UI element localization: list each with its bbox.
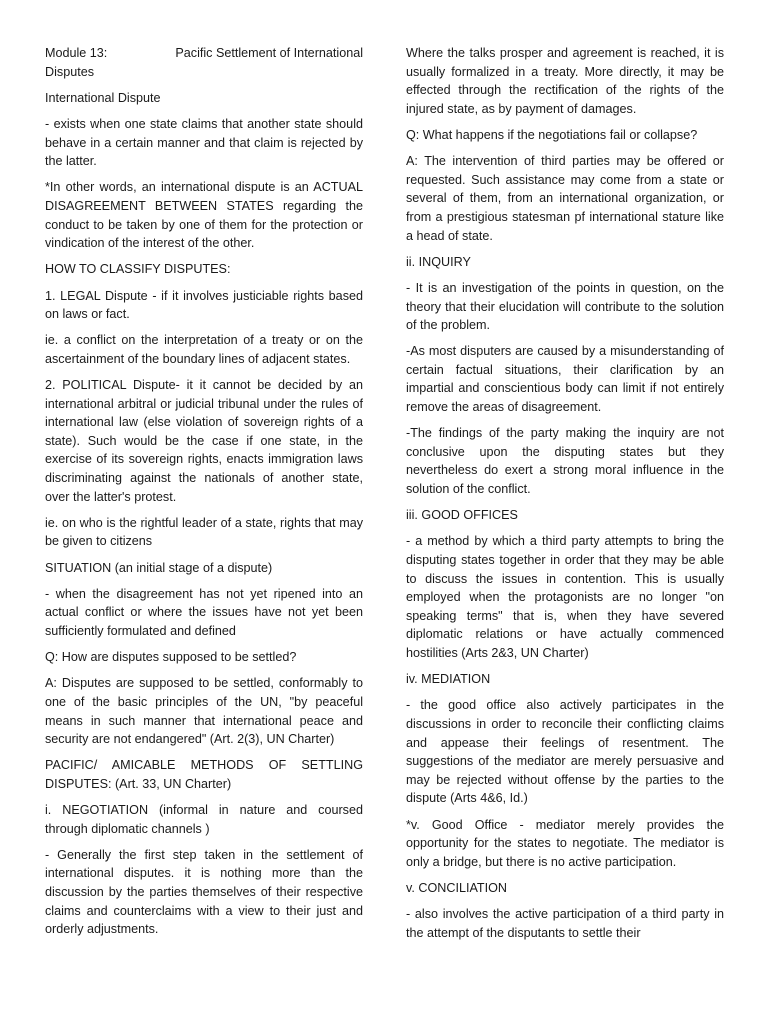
left-column xyxy=(45,44,363,946)
heading-pacific-methods: PACIFIC/ AMICABLE METHODS OF SETTLING DISPUTES: (Art. 33, UN Charter) xyxy=(45,758,363,791)
module-title-line2: Disputes xyxy=(45,64,94,79)
paragraph: - exists when one state claims that another state should behave in a certain manner and that claim is rejected by the latter. xyxy=(45,116,363,169)
module-title-text: Pacific Settlement of International xyxy=(175,46,363,60)
paragraph: - also involves the active participation of a third party in the attempt of the disputants to settle their xyxy=(406,907,724,940)
paragraph: 2. POLITICAL Dispute- it it cannot be decided by an international arbitral or judicial tribunal under the rules of international law (else violation of sovereign rights of a state). Such would be the case if one state, in the exercise of its sovereign rights, enacts immigration laws discriminating against the nationals of another state, over the latter's protest. xyxy=(45,378,363,504)
question: Q: How are disputes supposed to be settled? xyxy=(45,650,297,665)
paragraph: - the good office also actively participates in the discussions in order to reconcile their conflicting claims and appease their feelings of resentment. The suggestions of the mediator are merely persuasive and may be rejected without offense by the parties to the dispute (Arts 4&6, Id.) xyxy=(406,698,724,806)
paragraph: - Generally the first step taken in the settlement of international disputes. it is nothing more than the discussion by the parties themselves of their respective claims and counterclaims with a view to their just and orderly adjustments. xyxy=(45,847,363,937)
heading-conciliation: v. CONCILIATION xyxy=(406,880,507,895)
paragraph: Where the talks prosper and agreement is reached, it is usually formalized in a treaty. More directly, it may be effected through the rectification of the rights of the injured state, as by payment of damages. xyxy=(406,46,724,116)
paragraph: A: The intervention of third parties may be offered or requested. Such assistance may come from a state or several of them, from an international organization, or from a prestigious statesman pf international stature like a head of state. xyxy=(406,154,724,243)
paragraph: 1. LEGAL Dispute - if it involves justiciable rights based on laws or fact. xyxy=(45,288,363,322)
paragraph: -The findings of the party making the inquiry are not conclusive upon the disputing states but they nevertheless do exert a strong moral influence in the solution of the conflict. xyxy=(406,426,724,497)
paragraph: - It is an investigation of the points in question, on the theory that their elucidation will contribute to the solution of the problem. xyxy=(406,280,724,333)
paragraph: A: Disputes are supposed to be settled, conformably to one of the basic principles of the UN, "by peaceful means in such manner that international peace and security are not endangered" (Art. 2(3), UN Charter) xyxy=(45,676,363,747)
right-column xyxy=(406,44,724,950)
module-title xyxy=(45,44,363,81)
paragraph: ie. on who is the rightful leader of a state, rights that may be given to citizens xyxy=(45,515,363,549)
heading-mediation: iv. MEDIATION xyxy=(406,672,491,687)
paragraph: *In other words, an international dispute is an ACTUAL DISAGREEMENT BETWEEN STATES regarding the conduct to be taken by one of them for the protection or vindication of the interest of the other. xyxy=(45,180,363,251)
paragraph: ie. a conflict on the interpretation of a treaty or on the ascertainment of the boundary lines of adjacent states. xyxy=(45,333,363,366)
question: Q: What happens if the negotiations fail or collapse? xyxy=(406,127,698,142)
heading-good-offices: iii. GOOD OFFICES xyxy=(406,508,518,523)
paragraph: - when the disagreement has not yet ripened into an actual conflict or where the issues have not yet been sufficiently formulated and defined xyxy=(45,586,363,638)
heading-situation: SITUATION (an initial stage of a dispute) xyxy=(45,560,273,575)
paragraph: *v. Good Office - mediator merely provides the opportunity for the states to negotiate. The mediator is only a bridge, but there is no active participation. xyxy=(406,817,724,869)
heading-international-dispute: International Dispute xyxy=(45,90,161,105)
module-number: Module 13: xyxy=(45,46,108,60)
heading-classify-disputes: HOW TO CLASSIFY DISPUTES: xyxy=(45,262,231,277)
paragraph: -As most disputers are caused by a misunderstanding of certain factual situations, their clarification by an impartial and conscientious body can limit if not entirely remove the areas of disagreement. xyxy=(406,344,724,415)
paragraph: - a method by which a third party attempts to bring the disputing states together in order that they may be able to discuss the issues in contention. This is usually employed when the protagonists are no longer "on speaking terms" that is, when they have severed diplomatic relations or have actually commenced hostilities (Arts 2&3, UN Charter) xyxy=(406,534,724,660)
heading-inquiry: ii. INQUIRY xyxy=(406,254,471,269)
heading-negotiation: i. NEGOTIATION (informal in nature and coursed through diplomatic channels ) xyxy=(45,803,363,836)
